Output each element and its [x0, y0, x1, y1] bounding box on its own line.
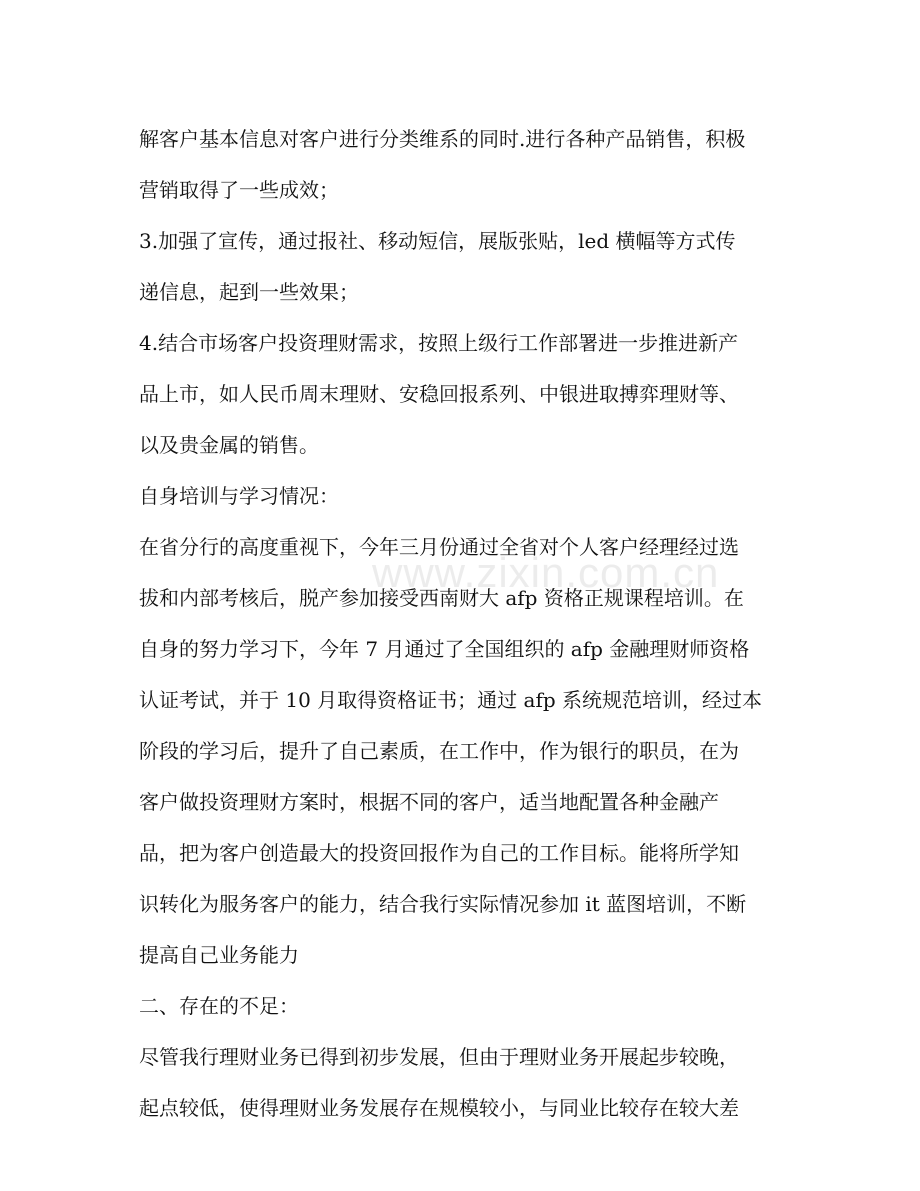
text-line: 认证考试，并于 10 月取得资格证书；通过 afp 系统规范培训，经过本: [139, 688, 763, 712]
text-line: 4.结合市场客户投资理财需求，按照上级行工作部署进一步推进新产: [139, 331, 739, 355]
text-line: 尽管我行理财业务已得到初步发展，但由于理财业务开展起步较晚，: [139, 1045, 739, 1069]
text-line: 提高自己业务能力: [139, 943, 299, 967]
watermark: www.zixin.com.cn: [372, 549, 720, 596]
document-body: [139, 114, 789, 1134]
text-line: 阶段的学习后，提升了自己素质，在工作中，作为银行的职员，在为: [139, 739, 739, 763]
text-line: 营销取得了一些成效；: [139, 178, 339, 202]
text-line: 起点较低，使得理财业务发展存在规模较小，与同业比较存在较大差: [139, 1096, 739, 1120]
text-line: 递信息，起到一些效果；: [139, 280, 359, 304]
text-line: 3.加强了宣传，通过报社、移动短信，展版张贴，led 横幅等方式传: [139, 229, 736, 253]
text-line: 以及贵金属的销售。: [139, 433, 319, 457]
section-heading: 自身培训与学习情况：: [139, 484, 339, 508]
text-line: 自身的努力学习下，今年 7 月通过了全国组织的 afp 金融理财师资格: [139, 637, 750, 661]
text-line: 在省分行的高度重视下，今年三月份通过全省对个人客户经理经过选: [139, 535, 739, 559]
text-line: 品，把为客户创造最大的投资回报作为自己的工作目标。能将所学知: [139, 841, 739, 865]
text-line: 解客户基本信息对客户进行分类维系的同时.进行各种产品销售，积极: [139, 127, 746, 151]
text-line: 品上市，如人民币周末理财、安稳回报系列、中银进取搏弈理财等、: [139, 382, 739, 406]
text-line: 识转化为服务客户的能力，结合我行实际情况参加 it 蓝图培训，不断: [139, 892, 747, 916]
section-heading: 二、存在的不足：: [139, 994, 299, 1018]
text-line: 拔和内部考核后，脱产参加接受西南财大 afp 资格正规课程培训。在: [139, 586, 744, 610]
text-line: 客户做投资理财方案时，根据不同的客户，适当地配置各种金融产: [139, 790, 719, 814]
